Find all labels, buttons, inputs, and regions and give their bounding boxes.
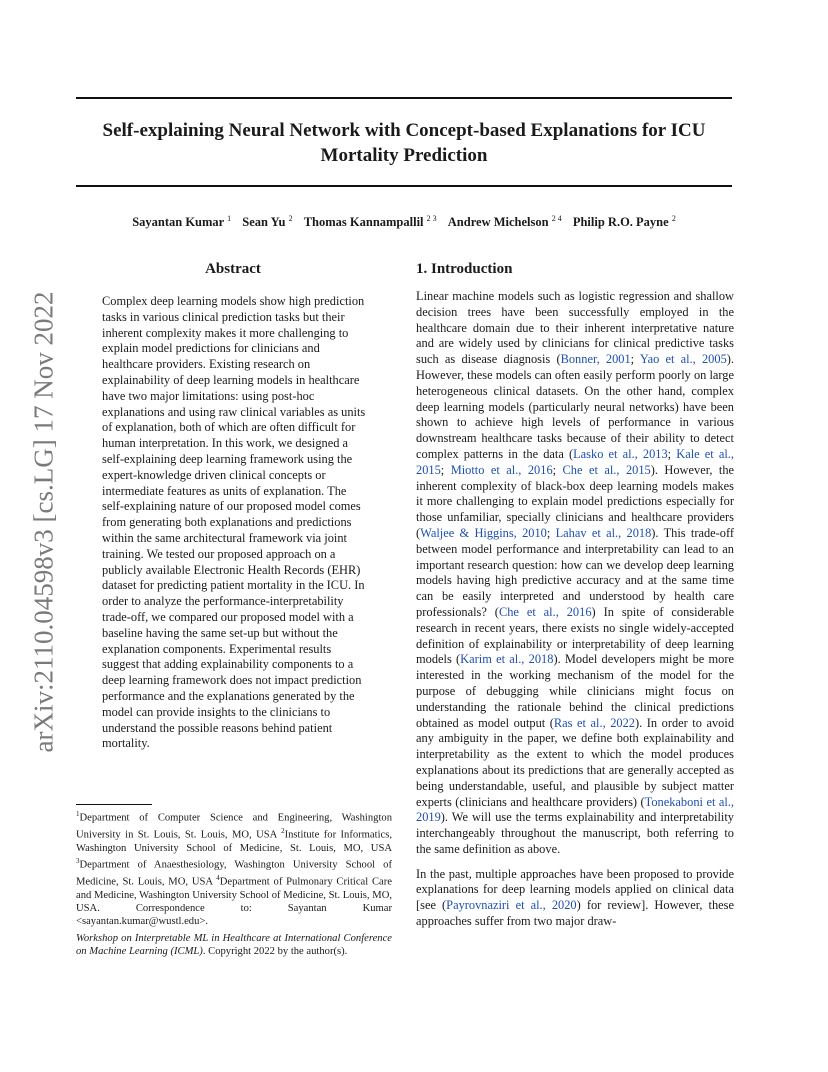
- affiliation-text: Department of Pulmonary Critical Care and Medicine, Washington University School of Medicine, St. Louis, MO, USA. Correspondence to: Sayantan Kumar <sayantan.kumar@wustl.edu>.: [76, 876, 392, 928]
- text-run: ). Model developers might be more interested in the working mechanism of the model for the purpose of debugging while clinicians might focus on understanding the rationale behind the clinical predictions obtained as model output (: [416, 652, 734, 730]
- text-run: ;: [667, 446, 677, 461]
- citation-link[interactable]: Miotto et al., 2016: [450, 462, 553, 477]
- intro-paragraph-1: [416, 289, 734, 858]
- introduction-body: [416, 289, 734, 939]
- affiliation-text: Department of Anaesthesiology, Washington University School of Medicine, St. Louis, MO, USA: [76, 859, 392, 888]
- text-run: ). However, these models can often easily perform poorly on large heterogeneous clinical datasets. On the other hand, complex deep learning models (particularly neural networks) have been shown to achieve high levels of performance in various downstream healthcare tasks because of their ability to detect complex patterns in the data (: [416, 352, 734, 461]
- text-run: ). However, the inherent complexity of black-box deep learning models makes it more challenging to explain model predictions especially for those unfamiliar, specially clinicians and healthcare providers (: [416, 462, 735, 540]
- author-list: [76, 214, 732, 230]
- text-run: Linear machine models such as logistic regression and shallow decision trees have been successfully employed in the healthcare domain due to their inherent interpretative nature and are widely used by clinicians for clinical predictive tasks such as disease diagnosis (: [416, 289, 734, 367]
- abstract-text: Complex deep learning models show high prediction tasks in various clinical prediction tasks but their inherent complexity makes it more challenging to explain model predictions for clinicians and healthcare providers. Existing research on explainability of deep learning models in healthcare have two major limitations: using post-hoc explanations and using raw clinical variables as units of explanation, both of which are often difficult for human interpretation. In this work, we designed a self-explaining deep learning framework using the expert-knowledge driven clinical concepts or intermediate features as units of explanation. The self-explaining nature of our proposed model comes from generating both explanations and predictions within the same architectural framework via joint training. We tested our proposed approach on a publicly available Electronic Health Records (EHR) dataset for predicting patient mortality in the ICU. In order to analyze the performance-interpretability trade-off, we compared our proposed model with a baseline having the same set-up but without the explanation components. Experimental results suggest that adding explainability components to a deep learning framework does not impact prediction performance and the explanations generated by the model can provide insights to the clinicians to understand the possible reasons behind patient mortality.: [102, 294, 366, 751]
- author: Thomas Kannampallil $^{2 3}$: [303, 214, 437, 230]
- abstract-heading: Abstract: [205, 261, 261, 277]
- footnote-rule: [76, 804, 152, 805]
- text-run: ). This trade-off between model performance and interpretability can lead to an important research question: how can we develop deep learning models having high predictive accuracy and at the same time can be easily interpreted and understood by health care professionals? (: [416, 525, 734, 619]
- citation-link[interactable]: Waljee & Higgins, 2010: [420, 525, 547, 540]
- text-run: ;: [552, 462, 563, 477]
- affiliation-marker: 4: [216, 873, 220, 882]
- intro-paragraph-2: [416, 867, 734, 930]
- affiliation-marker: 3: [76, 856, 80, 865]
- introduction-heading: 1. Introduction: [416, 261, 513, 277]
- title-top-rule: [76, 97, 732, 99]
- citation-link[interactable]: Tonekaboni et al., 2019: [416, 794, 734, 825]
- paper-title: Self-explaining Neural Network with Concept-based Explanations for ICU Mortality Prediction: [102, 120, 706, 166]
- citation-link[interactable]: Bonner, 2001: [560, 352, 631, 367]
- citation-link[interactable]: Che et al., 2016: [498, 604, 592, 619]
- workshop-note: Workshop on Interpretable ML in Healthcare at International Conference on Machine Learning (ICML). Copyright 2022 by the author(s).: [76, 933, 392, 958]
- citation-link[interactable]: Payrovnaziri et al., 2020: [446, 898, 577, 913]
- text-run: ). In order to avoid any ambiguity in the paper, we define both explainability and interpretability as the extent to which the model produces explanations about its predictions that are generally accepted as being understandable, useful, and plausible by subject matter experts (clinicians and healthcare providers) (: [416, 715, 735, 809]
- arxiv-identifier: arXiv:2110.04598v3 [cs.LG] 17 Nov 2022: [28, 291, 59, 753]
- text-run: ) In spite of considerable research in recent years, there exists no single widely-accepted definition of explainability or interpretability of deep learning models (: [416, 604, 734, 667]
- citation-link[interactable]: Ras et al., 2022: [553, 715, 635, 730]
- text-run: ;: [546, 525, 556, 540]
- citation-link[interactable]: Lahav et al., 2018: [555, 525, 652, 540]
- citation-link[interactable]: Karim et al., 2018: [460, 652, 554, 667]
- author: Andrew Michelson $^{2 4}$: [447, 214, 562, 230]
- citation-link[interactable]: Che et al., 2015: [562, 462, 651, 477]
- affiliation-marker: 1: [76, 810, 80, 818]
- citation-link[interactable]: Lasko et al., 2013: [573, 446, 668, 461]
- affiliation-marker: 2: [281, 826, 285, 835]
- text-run: In the past, multiple approaches have been proposed to provide explanations for deep learning models applied on clinical data [see (: [416, 866, 734, 913]
- affiliation-text: Department of Computer Science and Engineering, Washington University in St. Louis, St. Louis, MO, USA: [76, 812, 392, 841]
- author: Sean Yu $^2$: [242, 214, 293, 230]
- text-run: ) for review]. However, these approaches suffer from two major draw-: [416, 898, 735, 929]
- citation-link[interactable]: Yao et al., 2005: [639, 352, 727, 367]
- affiliation-text: Institute for Informatics, Washington University School of Medicine, St. Louis, MO, USA: [76, 829, 392, 854]
- text-run: ;: [630, 352, 640, 367]
- citation-link[interactable]: Kale et al., 2015: [416, 446, 735, 477]
- title-bottom-rule: [76, 185, 732, 187]
- author: Philip R.O. Payne $^2$: [572, 214, 676, 230]
- text-run: ;: [440, 462, 451, 477]
- author: Sayantan Kumar $^1$: [132, 214, 232, 230]
- affiliations-footnote: [76, 808, 392, 929]
- text-run: ). We will use the terms explainability and interpretability interchangeably throughout the manuscript, both referring to the same definition as above.: [416, 810, 734, 856]
